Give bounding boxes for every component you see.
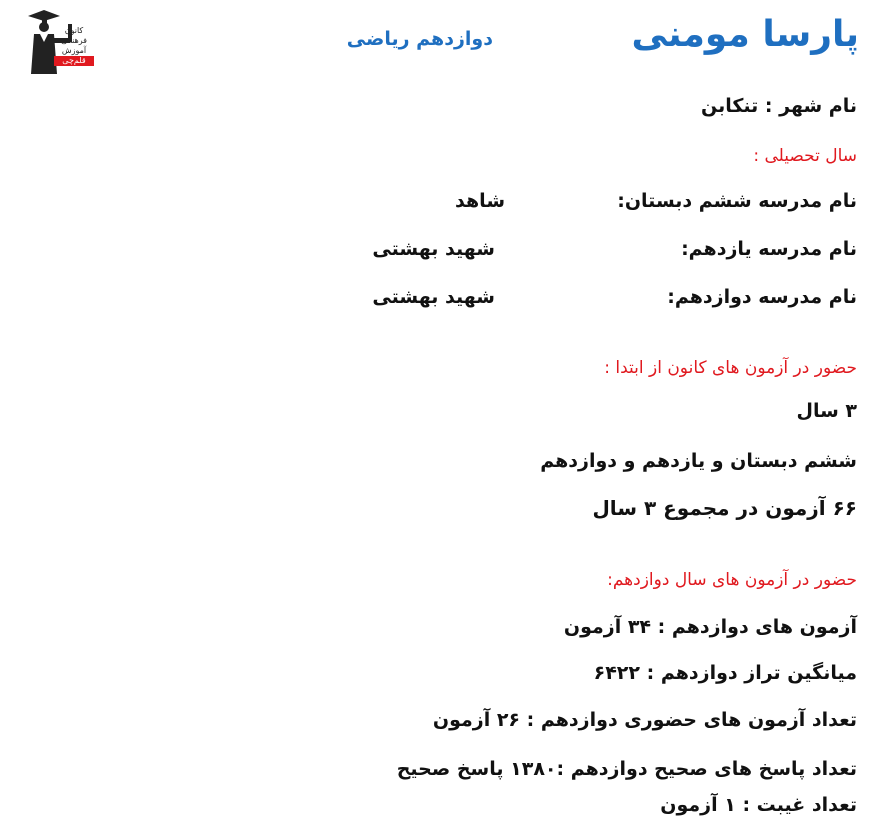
- logo-text-line: کانون: [64, 26, 84, 35]
- school-row-eleventh: [372, 238, 857, 266]
- logo-text-line: قلم‌چی: [54, 56, 94, 66]
- school-label: نام مدرسه دوازدهم:: [667, 286, 857, 308]
- academic-year-label: سال تحصیلی :: [753, 146, 857, 166]
- grade12-line: تعداد غیبت : ۱ آزمون: [660, 794, 857, 816]
- grade12-line: تعداد پاسخ های صحیح دوازدهم :۱۳۸۰ پاسخ صحیح: [396, 758, 857, 780]
- school-row-twelfth: [372, 286, 857, 314]
- logo-text-line: فرهنگی: [61, 36, 87, 45]
- school-value: شاهد: [455, 190, 505, 212]
- school-label: نام مدرسه یازدهم:: [681, 238, 857, 260]
- student-name: پارسا مومنی: [631, 14, 859, 55]
- school-value: شهید بهشتی: [372, 286, 495, 308]
- city-line: نام شهر : تنکابن: [701, 95, 857, 117]
- student-grade: دوازدهم ریاضی: [346, 28, 493, 50]
- kanoon-history-line: ششم دبستان و یازدهم و دوازدهم: [540, 450, 857, 472]
- school-value: شهید بهشتی: [372, 238, 495, 260]
- kanoon-history-line: ۶۶ آزمون در مجموع ۳ سال: [592, 496, 857, 520]
- school-row-sixth: [387, 190, 857, 218]
- kanoon-logo: [24, 6, 94, 76]
- grade12-line: میانگین تراز دوازدهم : ۶۴۲۲: [593, 662, 857, 684]
- grade12-heading: حضور در آزمون های سال دوازدهم:: [607, 570, 857, 590]
- grade12-line: آزمون های دوازدهم : ۳۴ آزمون: [563, 616, 857, 638]
- school-label: نام مدرسه ششم دبستان:: [617, 190, 857, 212]
- grade12-line: تعداد آزمون های حضوری دوازدهم : ۲۶ آزمون: [432, 709, 857, 731]
- logo-text-line: آموزش: [61, 46, 87, 55]
- kanoon-history-heading: حضور در آزمون های کانون از ابتدا :: [604, 358, 857, 378]
- kanoon-history-line: ۳ سال: [796, 400, 857, 422]
